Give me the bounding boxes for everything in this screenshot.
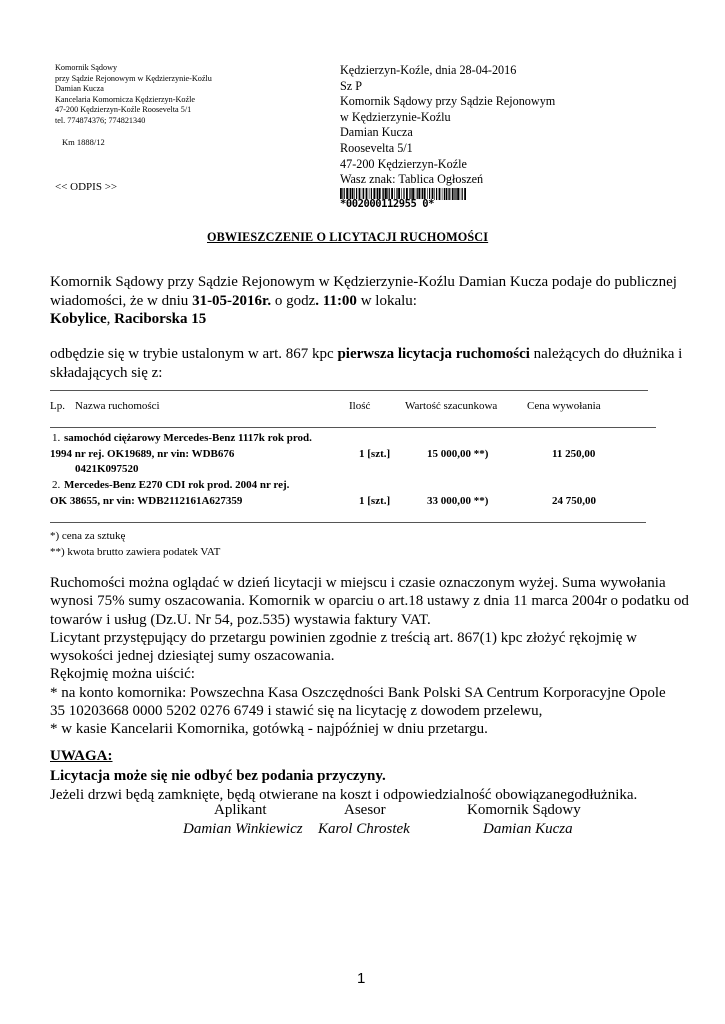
row-lp: 1. (52, 432, 61, 444)
place-sep: , (106, 311, 115, 327)
row-lp: 2. (52, 479, 61, 491)
sender-line: Komornik Sądowy (55, 63, 118, 72)
recipient-line: Kędzierzyn-Koźle, dnia 28-04-2016 (340, 63, 517, 77)
signature-role: Aplikant (214, 802, 267, 818)
row-price: 24 750,00 (552, 495, 596, 507)
barcode-bar (448, 188, 449, 200)
para-bold: pierwsza licytacja ruchomości (337, 346, 530, 362)
barcode-bar (446, 188, 448, 200)
row-value: 15 000,00 **) (427, 448, 489, 460)
body-line: Licytant przystępujący do przetargu powinien zgodnie z treścią art. 867(1) kpc złożyć rękojmię w (50, 629, 637, 646)
page-number: 1 (357, 970, 366, 987)
recipient-line: w Kędzierzynie-Koźlu (340, 109, 451, 124)
table-rule (50, 427, 656, 428)
body-line: Rękojmię można uiścić: (50, 666, 195, 683)
row-name-line: 1994 nr rej. OK19689, nr vin: WDB676 (50, 448, 235, 460)
row-name-line: Mercedes-Benz E270 CDI rok prod. 2004 nr rej. (64, 479, 290, 491)
barcode-bar (462, 188, 463, 200)
body-line: Ruchomości można oglądać w dzień licytacji w miejscu i czasie oznaczonym wyżej. Suma wywołania (50, 575, 666, 591)
notice-line: Licytacja może się nie odbyć bez podania przyczyny. (50, 768, 386, 784)
table-note: **) kwota brutto zawiera podatek VAT (50, 546, 221, 558)
header-lp: Lp. (50, 400, 65, 412)
sender-line: 47-200 Kędzierzyn-Koźle Roosevelta 5/1 (55, 105, 192, 115)
intro-line: Komornik Sądowy przy Sądzie Rejonowym w Kędzierzynie-Koźlu Damian Kucza podaje do publicznej (50, 274, 677, 290)
intro-text: wiadomości, że w dniu (50, 292, 193, 309)
intro-paragraph (50, 273, 676, 329)
intro-line (50, 292, 676, 311)
sender-line: Damian Kucza (55, 84, 104, 94)
header-qty: Ilość (349, 400, 371, 412)
para-line: składających się z: (50, 364, 163, 381)
table-rule (50, 522, 646, 523)
table-rule (50, 390, 648, 391)
auction-time: . 11:00 (315, 292, 357, 309)
barcode-bar (454, 188, 455, 200)
barcode-bar (452, 188, 454, 200)
barcode-bar (457, 188, 459, 200)
case-number: Km 1888/12 (62, 137, 105, 147)
body-line: 35 10203668 0000 5202 0276 6749 i stawić się na licytację z dowodem przelewu, (50, 703, 543, 720)
barcode-bar (439, 188, 441, 200)
place-street: Raciborska 15 (114, 311, 207, 327)
signature-name: Damian Kucza (483, 821, 573, 837)
para-text: odbędzie się w trybie ustalonym w art. 867 kpc (50, 346, 338, 362)
recipient-line: 47-200 Kędzierzyn-Koźle (340, 156, 467, 171)
para-line (50, 345, 682, 364)
auction-place (50, 310, 676, 329)
recipient-line: Sz P (340, 78, 363, 93)
barcode-number: *002000112955 0* (340, 198, 434, 210)
row-name-line: OK 38655, nr vin: WDB2112161A627359 (50, 495, 243, 507)
row-price: 11 250,00 (552, 448, 596, 460)
recipient-line: Wasz znak: Tablica Ogłoszeń (340, 172, 484, 187)
auction-mode-paragraph (50, 345, 682, 382)
barcode-bar (460, 188, 461, 200)
header-value: Wartość szacunkowa (405, 400, 498, 412)
recipient-line: Roosevelta 5/1 (340, 140, 413, 155)
row-value: 33 000,00 **) (427, 495, 489, 507)
auction-date: 31-05-2016r. (192, 292, 272, 309)
body-line: wysokości jednej dziesiątej sumy oszacowania. (50, 648, 335, 665)
document-title: OBWIESZCZENIE O LICYTACJI RUCHOMOŚCI (207, 230, 489, 244)
body-line: * w kasie Kancelarii Komornika, gotówką - najpóźniej w dniu przetargu. (50, 721, 488, 738)
intro-text: w lokalu: (356, 292, 417, 309)
barcode-bar (444, 188, 445, 200)
para-text: należących do dłużnika i (529, 346, 683, 362)
barcode-bar (434, 188, 435, 200)
barcode-bar (436, 188, 437, 200)
barcode-bar (449, 188, 450, 200)
signature-role: Asesor (344, 802, 386, 818)
row-qty: 1 [szt.] (359, 448, 391, 460)
recipient-line: Damian Kucza (340, 125, 413, 140)
body-line: towarów i usług (Dz.U. Nr 54, poz.535) wystawia faktury VAT. (50, 611, 431, 628)
signature-name: Karol Chrostek (318, 821, 410, 837)
row-name-line: 0421K097520 (75, 463, 139, 475)
body-paragraph (50, 574, 689, 739)
barcode-bar (442, 188, 443, 200)
body-line: wynosi 75% sumy oszacowania. Komornik w oparciu o art.18 ustawy z dnia 11 marca 2004r o podatku od (50, 593, 689, 610)
row-qty: 1 [szt.] (359, 495, 391, 507)
signature-name: Damian Winkiewicz (183, 821, 303, 837)
sender-line: Kancelaria Komornicza Kędzierzyn-Koźle (55, 94, 196, 104)
recipient-block (340, 63, 555, 188)
barcode-bar (455, 188, 456, 200)
recipient-line: Komornik Sądowy przy Sądzie Rejonowym (340, 94, 556, 109)
copy-mark: << ODPIS >> (55, 181, 118, 193)
header-price: Cena wywołania (527, 400, 601, 412)
row-name-line: samochód ciężarowy Mercedes-Benz 1117k rok prod. (64, 432, 312, 444)
sender-block (55, 63, 212, 127)
sender-line: przy Sądzie Rejonowym w Kędzierzynie-Koźlu (55, 73, 212, 83)
notice-line: Jeżeli drzwi będą zamknięte, będą otwierane na koszt i odpowiedzialność obowiązanegodłużnika. (50, 787, 638, 803)
body-line: * na konto komornika: Powszechna Kasa Oszczędności Bank Polski SA Centrum Korporacyjne Opole (50, 684, 666, 701)
sender-line: tel. 774874376; 774821340 (55, 115, 146, 125)
barcode-bar (464, 188, 466, 200)
notice-heading: UWAGA: (50, 748, 113, 764)
table-note: *) cena za sztukę (50, 530, 126, 542)
place-town: Kobylice (50, 311, 107, 327)
signature-role: Komornik Sądowy (467, 802, 581, 818)
header-name: Nazwa ruchomości (75, 400, 160, 412)
intro-text: o godz (271, 292, 316, 309)
